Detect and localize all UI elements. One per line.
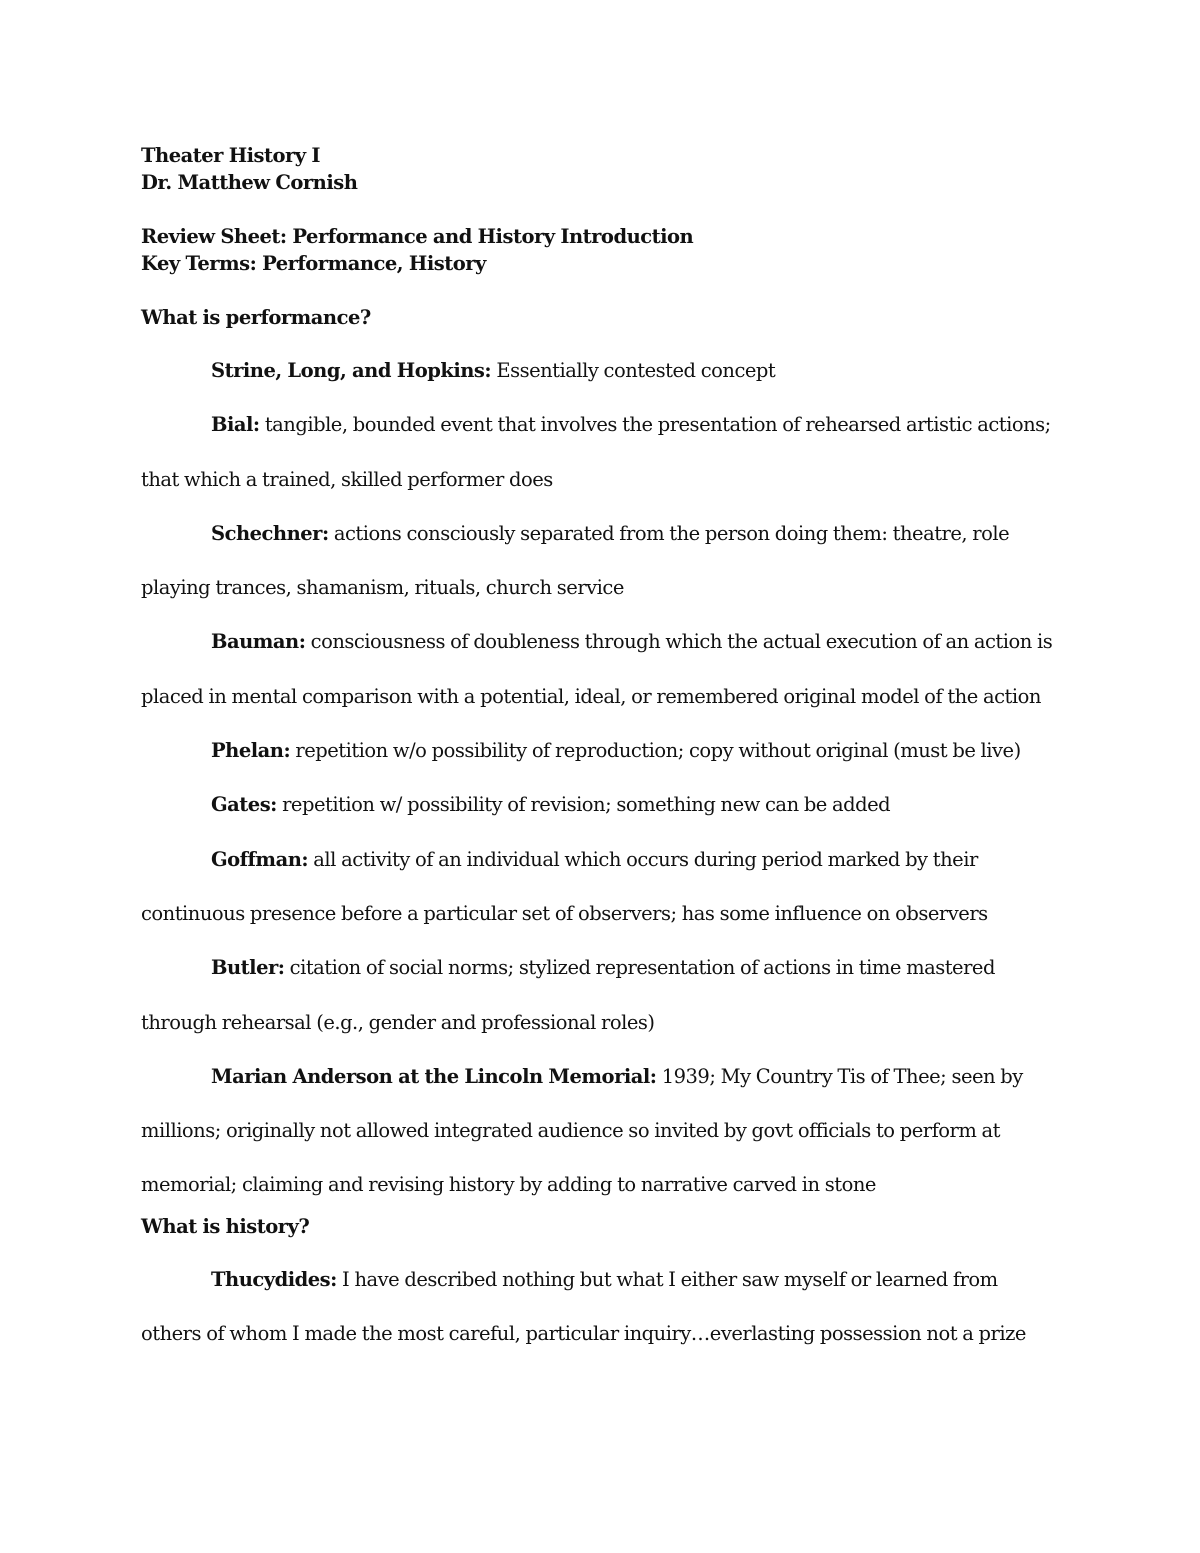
entry-text: 1939; My Country Tis of Thee; seen by millions; originally not allowed integrated audience so invited by govt officials to perform at memorial; claiming and revising history by adding to narrative carved in stone <box>141 1064 1023 1197</box>
entry-term: Thucydides: <box>211 1267 337 1291</box>
spacer <box>141 277 1061 304</box>
entry-term: Butler: <box>211 956 285 980</box>
entry-marian-anderson <box>141 1050 1061 1213</box>
entry-thucydides <box>141 1253 1061 1362</box>
entry-term: Schechner: <box>211 521 329 545</box>
entry-text: repetition w/ possibility of revision; something new can be added <box>282 793 891 817</box>
entry-term: Bial: <box>211 413 260 437</box>
sheet-title: Review Sheet: Performance and History Introduction <box>141 225 694 248</box>
entry-text: citation of social norms; stylized representation of actions in time mastered through rehearsal (e.g., gender and professional roles) <box>141 956 995 1034</box>
entry-term: Bauman: <box>211 630 306 654</box>
entry-text: tangible, bounded event that involves the presentation of rehearsed artistic actions; that which a trained, skilled performer does <box>141 413 1051 491</box>
entry-text: all activity of an individual which occurs during period marked by their continuous presence before a particular set of observers; has some influence on observers <box>141 847 988 925</box>
entry-schechner <box>141 507 1061 616</box>
spacer <box>141 196 1061 223</box>
entry-strine <box>141 344 1061 398</box>
key-terms: Key Terms: Performance, History <box>141 252 486 275</box>
entry-bauman <box>141 615 1061 724</box>
instructor-name: Dr. Matthew Cornish <box>141 171 358 194</box>
entry-bial <box>141 398 1061 507</box>
entry-phelan <box>141 724 1061 778</box>
history-heading: What is history? <box>141 1214 310 1238</box>
entry-text: I have described nothing but what I either saw myself or learned from others of whom I made the most careful, particular inquiry…everlasting possession not a prize <box>141 1267 1026 1346</box>
entry-term: Phelan: <box>211 739 291 763</box>
entry-term: Gates: <box>211 793 277 817</box>
entry-term: Marian Anderson at the Lincoln Memorial: <box>211 1064 657 1088</box>
document-body <box>141 142 1061 1361</box>
performance-entries <box>141 344 1061 1213</box>
entry-text: actions consciously separated from the person doing them: theatre, role playing trances, shamanism, rituals, church service <box>141 521 1010 600</box>
entry-goffman <box>141 833 1061 942</box>
entry-text: consciousness of doubleness through which the actual execution of an action is placed in mental comparison with a potential, ideal, or remembered original model of the action <box>141 630 1053 708</box>
course-title: Theater History I <box>141 144 321 167</box>
entry-text: Essentially contested concept <box>496 359 776 382</box>
entry-term: Strine, Long, and Hopkins: <box>211 359 492 382</box>
entry-butler <box>141 941 1061 1050</box>
entry-gates <box>141 778 1061 832</box>
entry-term: Goffman: <box>211 847 309 871</box>
performance-heading: What is performance? <box>141 306 371 329</box>
entry-text: repetition w/o possibility of reproduction; copy without original (must be live) <box>295 739 1021 763</box>
history-entries <box>141 1253 1061 1362</box>
